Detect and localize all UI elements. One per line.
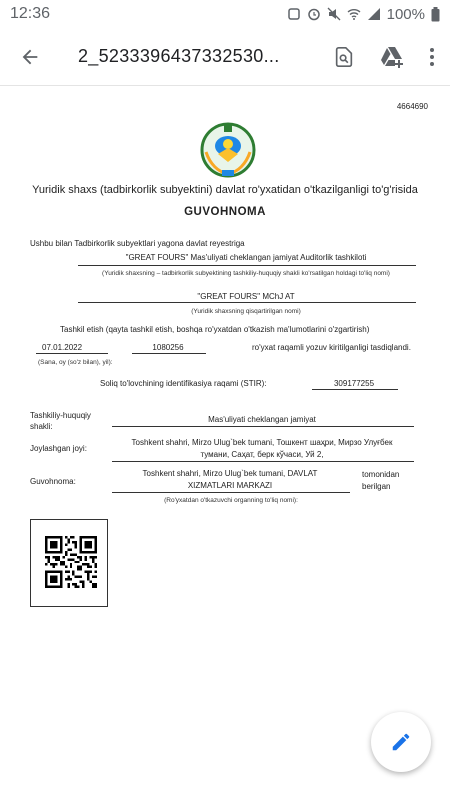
- registration-date: 07.01.2022: [42, 343, 83, 352]
- certificate-label: Guvohnoma:: [30, 477, 76, 486]
- registration-number: 1080256: [152, 343, 184, 352]
- location-line-2: тумани, Саҳат, берк кўчаси, Уй 2,: [200, 450, 324, 459]
- legal-form-underline: [112, 426, 414, 427]
- short-name-caption: (Yuridik shaxsning qisqartirilgan nomi): [191, 308, 301, 315]
- status-bar: [0, 0, 450, 28]
- establishment-text: Tashkil etish (qayta tashkil etish, boshqa ro'yxatdan o'tkazish ma'lumotlarini o'zgartirish): [60, 325, 370, 334]
- location-label: Joylashgan joyi:: [30, 444, 87, 453]
- short-name-value: "GREAT FOURS" MChJ AT: [197, 292, 295, 301]
- back-button[interactable]: [10, 37, 50, 77]
- full-name-value: "GREAT FOURS" Mas'uliyati cheklangan jamiyat Auditorlik tashkiloti: [125, 253, 367, 262]
- search-document-icon: [333, 46, 355, 68]
- more-options-button[interactable]: [420, 37, 444, 77]
- drive-add-icon: [380, 46, 404, 68]
- document-number: 4664690: [396, 102, 428, 111]
- battery-percent: 100%: [386, 5, 425, 23]
- state-emblem-icon: [198, 118, 258, 180]
- qr-code-frame: [30, 519, 108, 607]
- qr-code-icon: [45, 536, 97, 588]
- edit-fab-button[interactable]: [371, 712, 431, 772]
- reg-number-underline: [132, 353, 206, 354]
- issued-text: berilgan: [362, 482, 391, 491]
- mute-icon: [327, 7, 341, 21]
- stir-value: 309177255: [333, 379, 375, 388]
- intro-text: Ushbu bilan Tadbirkorlik subyektlari yagona davlat reyestriga: [30, 239, 245, 248]
- status-time: 12:36: [10, 5, 51, 22]
- wifi-icon: [347, 7, 361, 21]
- stir-label: Soliq to'lovchining identifikasiya raqami (STIR):: [100, 379, 267, 388]
- edit-pencil-icon: [390, 731, 412, 753]
- status-icons: [287, 6, 440, 23]
- add-to-drive-button[interactable]: [372, 37, 412, 77]
- location-line-1: Toshkent shahri, Mirzo Ulug`bek tumani, Тошкент шаҳри, Мирзо Улуғбек: [131, 438, 393, 447]
- battery-icon: [431, 7, 440, 22]
- full-name-caption: (Yuridik shaxsning – tadbirkorlik subyektining tashkiliy-huquqiy shakli ko'rsatilgan holdagi to'liq nomi): [102, 270, 390, 277]
- more-vert-icon: [429, 47, 435, 67]
- certificate-heading: Yuridik shaxs (tadbirkorlik subyektini) davlat ro'yxatidan o'tkazilganligi to'g'risida: [32, 184, 418, 196]
- alarm-icon: [307, 7, 321, 21]
- issued-by-text: tomonidan: [362, 470, 400, 479]
- legal-form-value: Mas'uliyati cheklangan jamiyat: [208, 415, 316, 424]
- legal-form-label-2: shakli:: [30, 422, 53, 431]
- stir-underline: [312, 389, 398, 390]
- app-toolbar: [0, 28, 450, 86]
- full-name-underline: [78, 265, 416, 266]
- notification-icon: [287, 7, 301, 21]
- certificate-title: GUVOHNOMA: [184, 206, 266, 218]
- legal-form-label: Tashkiliy-huquqiy: [30, 411, 91, 420]
- issuer-line-1: Toshkent shahri, Mirzo Ulug`bek tumani, DAVLAT: [142, 469, 318, 478]
- short-name-underline: [78, 302, 416, 303]
- back-arrow-icon: [19, 46, 41, 68]
- confirmation-text: ro'yxat raqamli yozuv kiritilganligi tasdiqlandi.: [252, 343, 411, 352]
- location-underline: [112, 461, 414, 462]
- signal-icon: [367, 7, 381, 21]
- document-title: 2_5233396437332530...: [78, 46, 280, 66]
- issuer-line-2: XIZMATLARI MARKAZI: [187, 481, 273, 490]
- search-in-document-button[interactable]: [324, 37, 364, 77]
- issuer-underline: [112, 492, 350, 493]
- date-caption: (Sana, oy (so'z bilan), yil):: [38, 359, 113, 366]
- document-page: [0, 86, 450, 800]
- issuer-caption: (Ro'yxatdan o'tkazuvchi organning to'liq nomi):: [164, 497, 298, 504]
- date-underline: [36, 353, 108, 354]
